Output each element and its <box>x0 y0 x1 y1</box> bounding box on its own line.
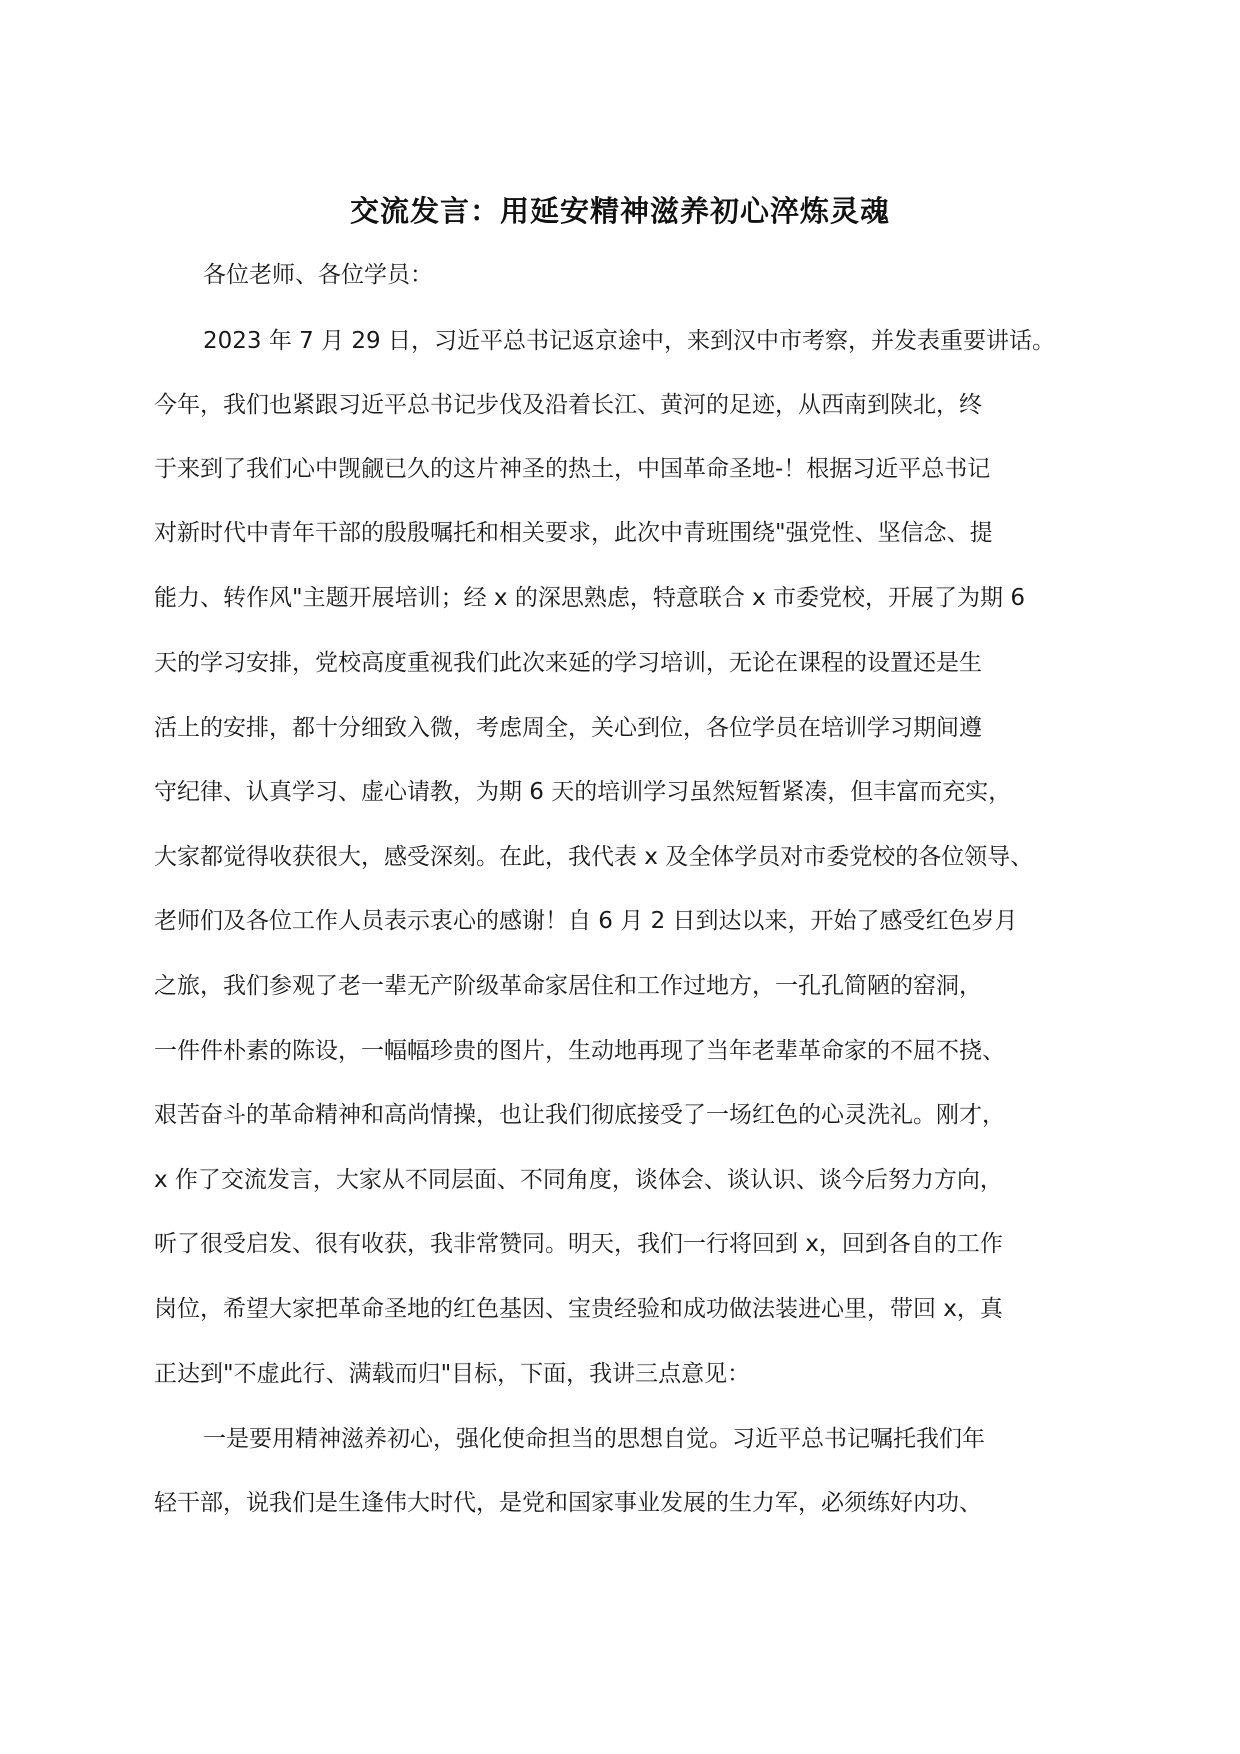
paragraph-line: 轻干部，说我们是生逢伟大时代，是党和国家事业发展的生力军，必须练好内功、 <box>154 1490 982 1516</box>
paragraph-line: 天的学习安排，党校高度重视我们此次来延的学习培训，无论在课程的设置还是生 <box>154 650 982 676</box>
paragraph-line: 之旅，我们参观了老一辈无产阶级革命家居住和工作过地方，一孔孔简陋的窑洞， <box>154 973 982 999</box>
paragraph-line: 对新时代中青年干部的殷殷嘱托和相关要求，此次中青班围绕"强党性、坚信念、提 <box>154 520 993 546</box>
paragraph-line: 于来到了我们心中觊觎已久的这片神圣的热土，中国革命圣地-！根据习近平总书记 <box>154 456 991 482</box>
paragraph-line: 能力、转作风"主题开展培训；经 x 的深思熟虑，特意联合 x 市委党校，开展了为期 6 <box>154 585 1025 611</box>
paragraph-line: 听了很受启发、很有收获，我非常赞同。明天，我们一行将回到 x，回到各自的工作 <box>154 1231 1003 1257</box>
paragraph-line: 正达到"不虚此行、满载而归"目标，下面，我讲三点意见： <box>154 1361 751 1387</box>
paragraph-line: 岗位，希望大家把革命圣地的红色基因、宝贵经验和成功做法装进心里，带回 x，真 <box>154 1296 1003 1322</box>
paragraph-line: 一是要用精神滋养初心，强化使命担当的思想自觉。习近平总书记嘱托我们年 <box>203 1426 985 1452</box>
paragraph-line: 守纪律、认真学习、虚心请教，为期 6 天的培训学习虽然短暂紧凑，但丰富而充实， <box>154 779 1012 805</box>
paragraph-line: 老师们及各位工作人员表示衷心的感谢！自 6 月 2 日到达以来，开始了感受红色岁月 <box>154 908 1018 934</box>
paragraph-line: x 作了交流发言，大家从不同层面、不同角度，谈体会、谈认识、谈今后努力方向， <box>154 1167 1003 1193</box>
paragraph-line: 大家都觉得收获很大，感受深刻。在此，我代表 x 及全体学员对市委党校的各位领导、 <box>154 844 1034 870</box>
paragraph-line: 艰苦奋斗的革命精神和高尚情操，也让我们彻底接受了一场红色的心灵洗礼。刚才， <box>154 1102 1005 1128</box>
document-title: 交流发言：用延安精神滋养初心淬炼灵魂 <box>349 194 890 228</box>
paragraph-line: 今年，我们也紧跟习近平总书记步伐及沿着长江、黄河的足迹，从西南到陕北，终 <box>154 392 982 418</box>
paragraph-line: 2023 年 7 月 29 日，习近平总书记返京途中，来到汉中市考察，并发表重要讲话。 <box>203 328 1055 354</box>
paragraph-line: 一件件朴素的陈设，一幅幅珍贵的图片，生动地再现了当年老辈革命家的不屈不挠、 <box>154 1038 1005 1064</box>
paragraph-line: 活上的安排，都十分细致入微，考虑周全，关心到位，各位学员在培训学习期间遵 <box>154 715 982 741</box>
greeting-line: 各位老师、各位学员： <box>203 262 433 288</box>
